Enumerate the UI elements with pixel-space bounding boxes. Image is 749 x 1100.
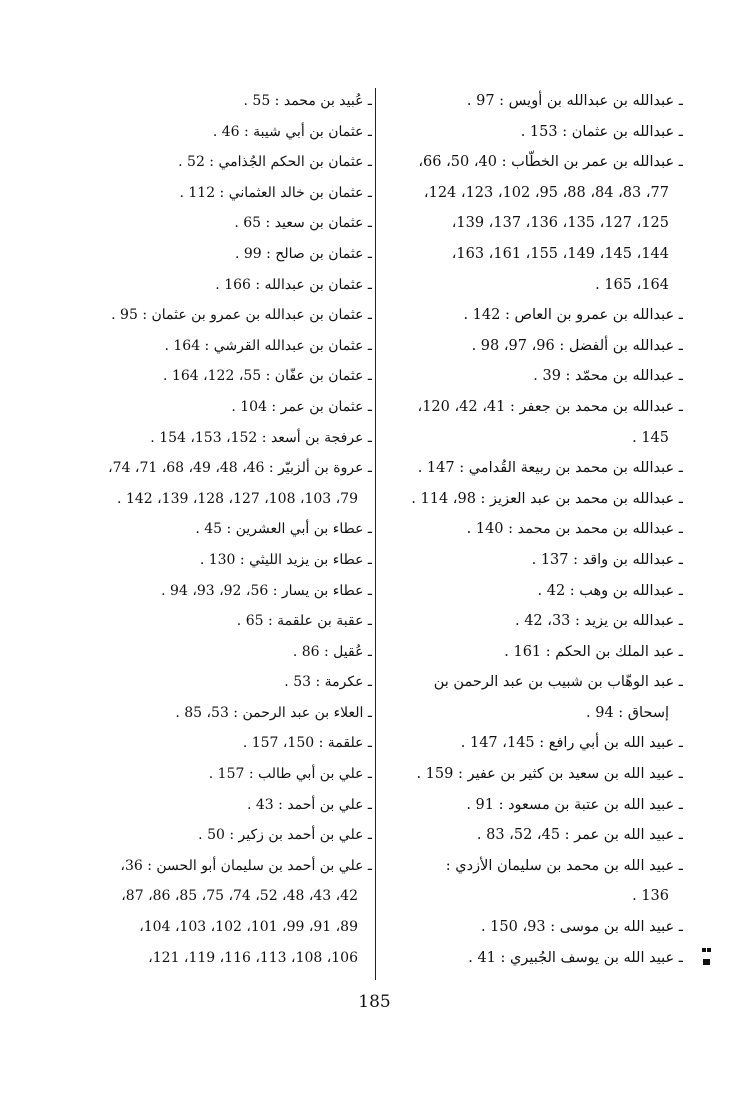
index-entry-continuation: إسحاق : 94 . xyxy=(586,704,669,721)
index-entry: ـ عُبيد بن محمد : 55 . xyxy=(243,93,372,109)
index-entry: ـ عبدالله بن عمر بن الخطّاب : 40، 50، 66، xyxy=(418,154,683,171)
index-entry: ـ عبيد الله بن موسى : 93، 150 . xyxy=(480,919,683,936)
index-entry: ـ علي بن أحمد بن زكير : 50 . xyxy=(198,827,372,844)
margin-marks xyxy=(700,945,712,975)
index-entry: ـ عثمان بن سعيد : 65 . xyxy=(234,215,372,232)
index-entry: ـ عبدالله بن محمد بن محمد : 140 . xyxy=(466,521,683,538)
index-entry: ـ عثمان بن عبدالله : 166 . xyxy=(215,276,372,293)
index-entry: ـ عروة بن ألزبيّر : 46، 48، 49، 68، 71، 74، xyxy=(108,460,372,477)
index-entry: ـ عبيد الله بن عمر : 45، 52، 83 . xyxy=(476,827,683,844)
index-entry-continuation: 89، 91، 99، 101، 102، 103، 104، xyxy=(139,919,358,936)
index-entry-continuation: 136 . xyxy=(632,888,669,905)
index-entry: ـ عقبة بن علقمة : 65 . xyxy=(236,613,372,630)
index-entry: ـ عبدالله بن محمد بن جعفر : 41، 42، 120، xyxy=(417,398,683,415)
index-entry: ـ عثمان بن أبي شيبة : 46 . xyxy=(212,123,372,140)
index-entry: ـ عبد الوهّاب بن شبيب بن عبد الرحمن بن xyxy=(433,674,683,691)
column-divider xyxy=(375,88,376,980)
index-entry: ـ عبدالله بن محمد بن ربيعة القُدامي : 147 . xyxy=(417,460,683,477)
index-entry: ـ عثمان بن صالح : 99 . xyxy=(234,245,372,262)
index-entry: ـ العلاء بن عبد الرحمن : 53، 85 . xyxy=(175,704,372,721)
index-entry: ـ عبدالله بن ألفضل : 96، 97، 98 . xyxy=(471,337,683,354)
index-entry: ـ علي بن أحمد بن سليمان أبو الحسن : 36، xyxy=(120,857,372,874)
index-entry-continuation: 77، 83، 84، 88، 95، 102، 123، 124، xyxy=(423,184,669,201)
index-entry: ـ عبدالله بن وهب : 42 . xyxy=(537,582,683,599)
index-entry: ـ علي بن أحمد : 43 . xyxy=(246,796,372,813)
index-entry: ـ عثمان بن خالد العثماني : 112 . xyxy=(179,184,372,201)
index-entry: ـ عبيد الله بن محمد بن سليمان الأزدي : xyxy=(445,857,683,874)
index-column-left xyxy=(20,86,372,986)
index-entry: ـ عطاء بن أبي العشرين : 45 . xyxy=(195,521,372,538)
index-entry-continuation: 79، 103، 108، 127، 128، 139، 142 . xyxy=(117,490,358,507)
index-entry: ـ عبيد الله بن سعيد بن كثير بن عفير : 159 . xyxy=(416,766,683,783)
index-entry-continuation: 42، 43، 48، 52، 74، 75، 85، 86، 87، xyxy=(121,888,358,905)
index-entry: ـ علقمة : 150، 157 . xyxy=(242,735,372,752)
index-entry: ـ عبيد الله بن يوسف الجُبيري : 41 . xyxy=(468,949,683,966)
index-entry: ـ عثمان بن عبدالله بن عمرو بن عثمان : 95 . xyxy=(111,307,372,324)
index-entry: ـ عكرمة : 53 . xyxy=(284,674,372,691)
index-entry: ـ عثمان بن عفّان : 55، 122، 164 . xyxy=(163,368,372,385)
index-entry-continuation: 145 . xyxy=(632,429,669,446)
index-entry-continuation: 164، 165 . xyxy=(595,276,669,293)
index-entry: ـ عبدالله بن واقد : 137 . xyxy=(531,551,683,568)
index-entry: ـ عبدالله بن يزيد : 33، 42 . xyxy=(514,613,683,630)
index-entry: ـ عثمان بن الحكم الجُذامي : 52 . xyxy=(178,154,372,171)
index-entry: ـ عثمان بن عبدالله القرشي : 164 . xyxy=(164,337,372,354)
index-entry-continuation: 106، 108، 113، 116، 119، 121، xyxy=(148,949,358,966)
index-entry: ـ عبدالله بن عثمان : 153 . xyxy=(520,123,683,140)
index-entry: ـ عبد الملك بن الحكم : 161 . xyxy=(504,643,683,660)
index-entry-continuation: 125، 127، 135، 136، 137، 139، xyxy=(451,215,669,232)
index-entry: ـ عطاء بن يزيد الليثي : 130 . xyxy=(199,551,372,568)
index-entry: ـ عبدالله بن محمّد : 39 . xyxy=(533,368,683,385)
index-entry: ـ علي بن أبي طالب : 157 . xyxy=(208,766,372,783)
index-entry: ـ عبدالله بن عمرو بن العاص : 142 . xyxy=(463,307,683,324)
index-entry: ـ عبدالله بن عبدالله بن أويس : 97 . xyxy=(466,93,683,109)
index-entry: ـ عُقيل : 86 . xyxy=(292,643,372,660)
index-entry: ـ عبيد الله بن عتبة بن مسعود : 91 . xyxy=(466,796,683,813)
index-entry: ـ عبيد الله بن أبي رافع : 145، 147 . xyxy=(460,735,683,752)
index-column-right xyxy=(383,86,683,986)
index-entry: ـ عطاء بن يسار : 56، 92، 93، 94 . xyxy=(161,582,372,599)
index-entry: ـ عرفجة بن أسعد : 152، 153، 154 . xyxy=(150,429,372,446)
index-entry: ـ عبدالله بن محمد بن عبد العزيز : 98، 114 . xyxy=(411,490,683,507)
index-entry-continuation: 144، 145، 149، 155، 161، 163، xyxy=(451,245,669,262)
page-number: 185 xyxy=(358,992,391,1012)
index-entry: ـ عثمان بن عمر : 104 . xyxy=(231,398,372,415)
